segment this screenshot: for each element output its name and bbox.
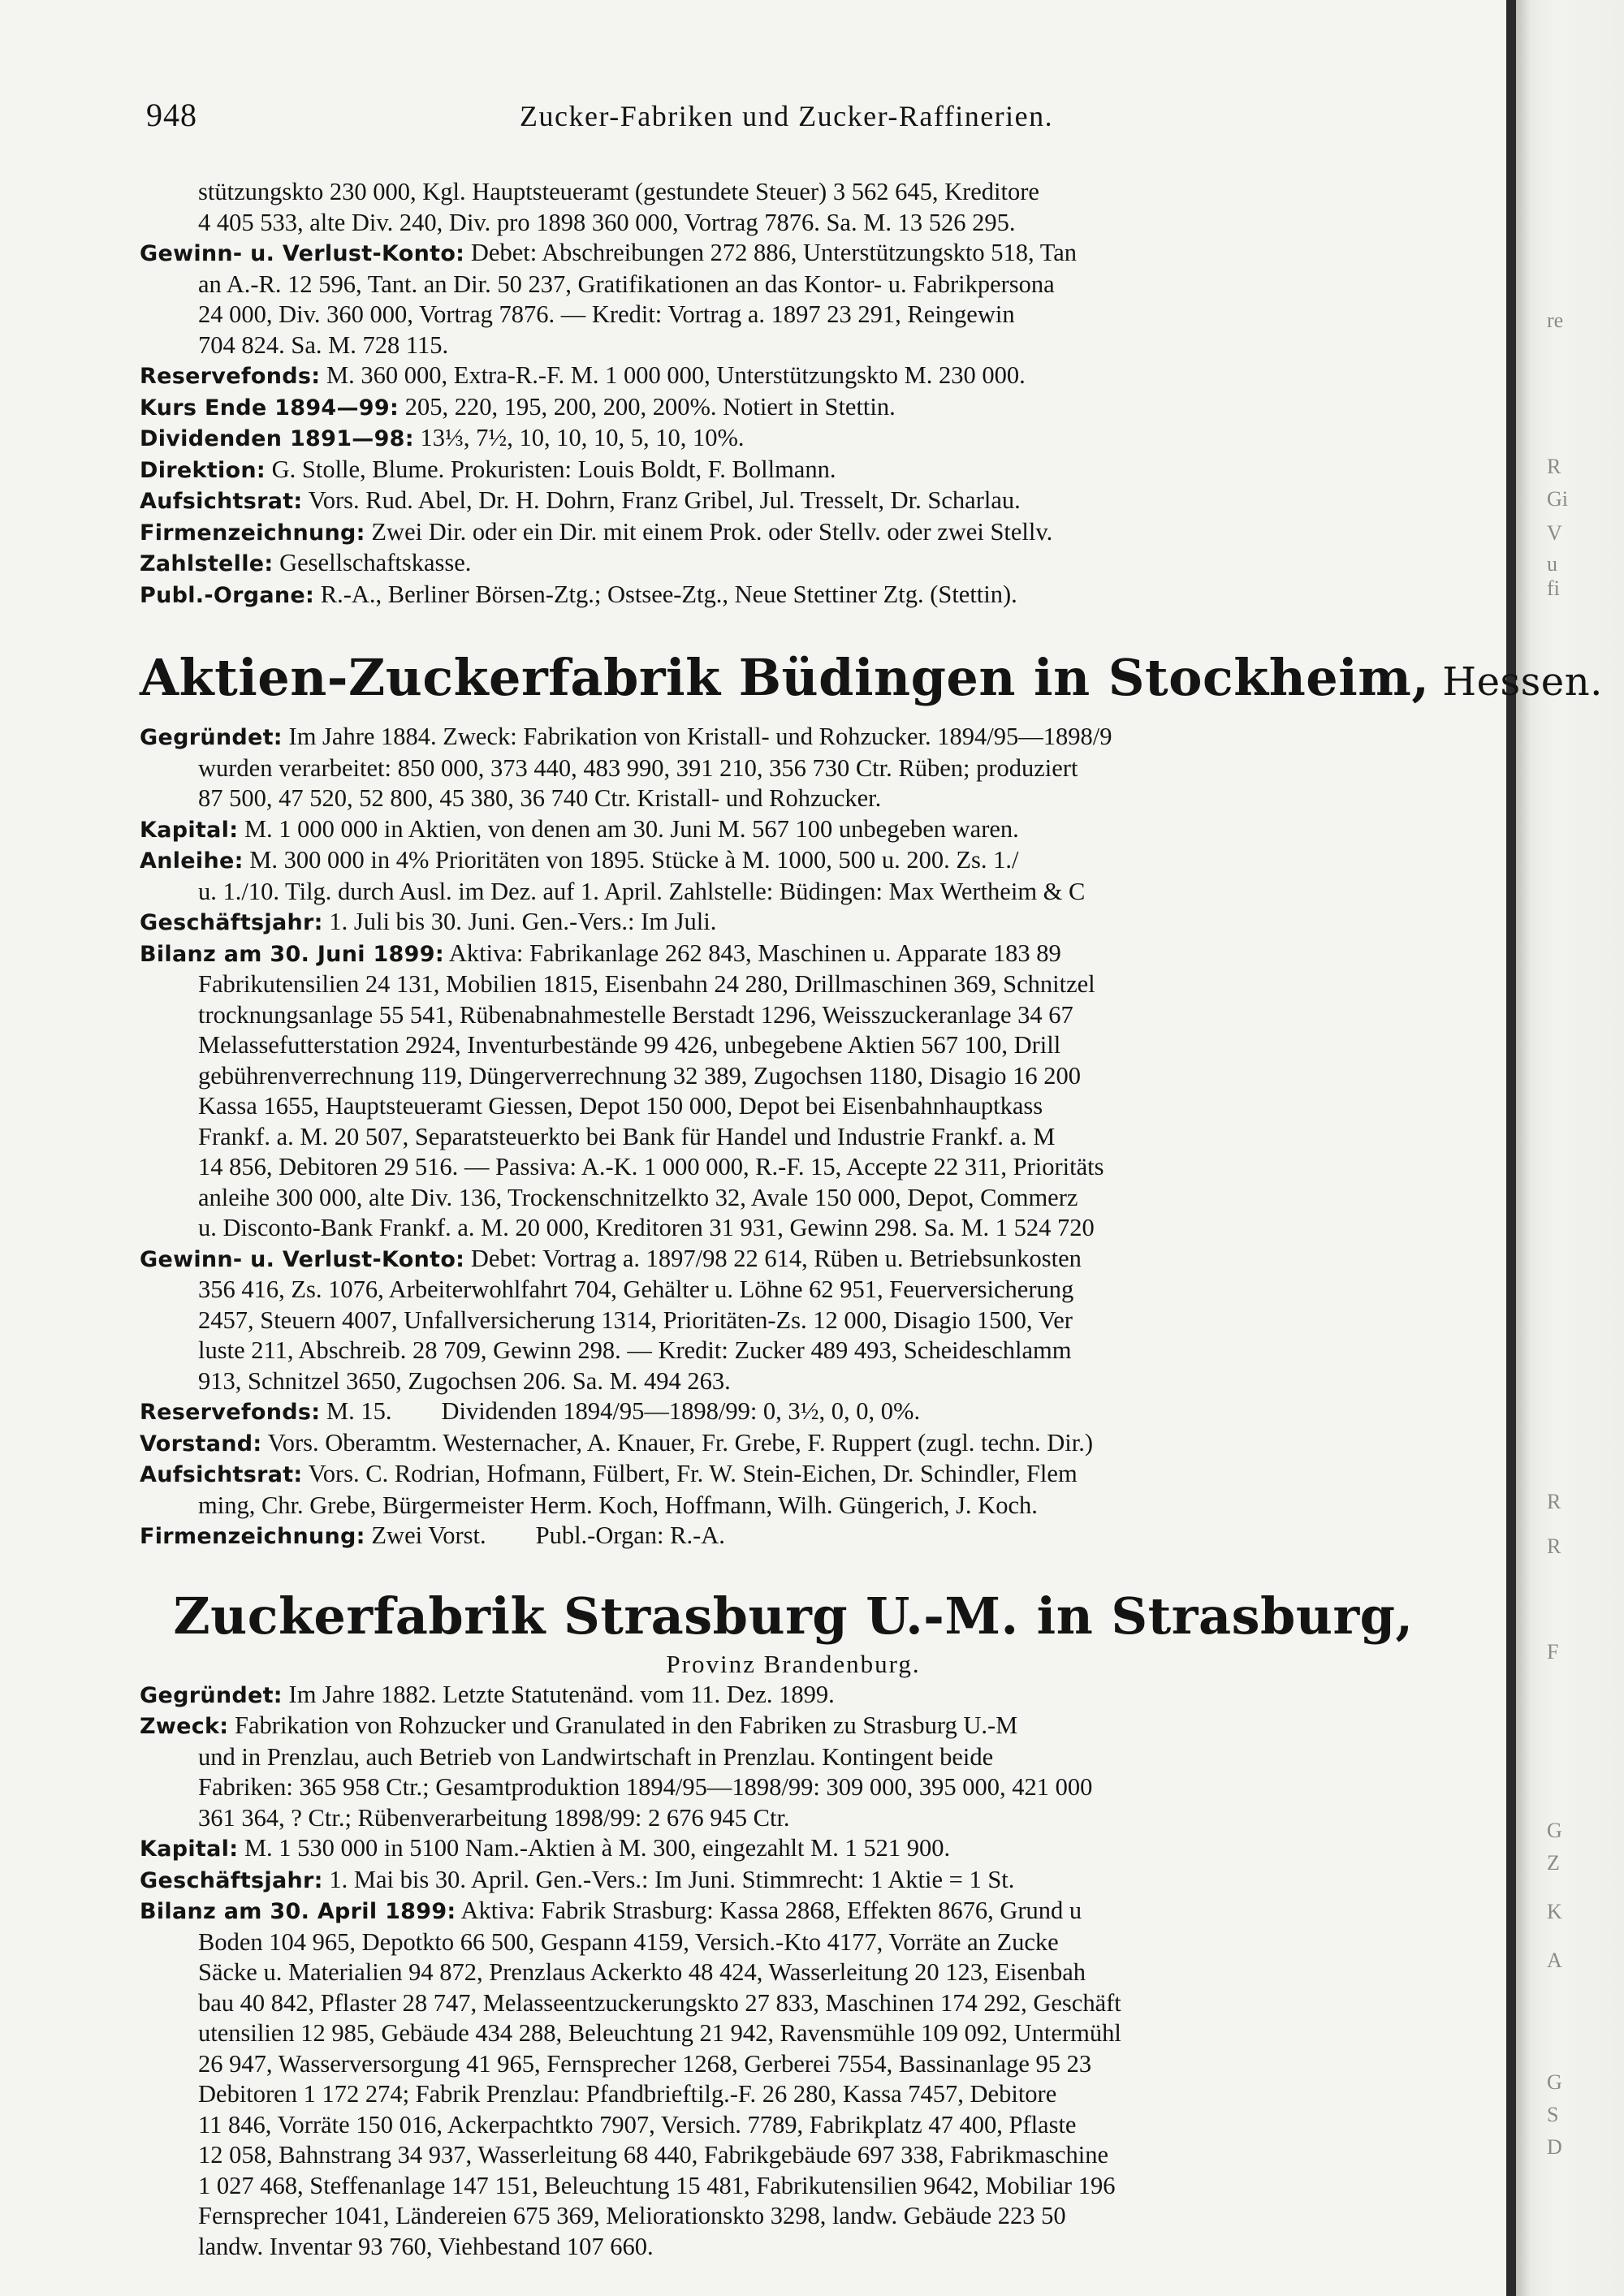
field-text: Frankf. a. M. 20 507, Separatsteuerkto bei Bank für Handel und Industrie Frankf. a. M	[198, 1122, 1056, 1150]
text-line	[140, 1988, 1447, 2019]
text-line	[140, 722, 1447, 753]
text-line	[140, 1896, 1447, 1927]
entry-title-text: Aktien-Zuckerfabrik Büdingen in Stockheim,	[140, 648, 1430, 707]
field-text: ming, Chr. Grebe, Bürgermeister Herm. Koch, Hoffmann, Wilh. Güngerich, J. Koch.	[198, 1491, 1038, 1519]
field-text: utensilien 12 985, Gebäude 434 288, Beleuchtung 21 942, Ravensmühle 109 092, Untermühl	[198, 2019, 1121, 2047]
margin-fragment: R	[1547, 1534, 1561, 1558]
field-text: Im Jahre 1884. Zweck: Fabrikation von Kristall- und Rohzucker. 1894/95—1898/9	[282, 723, 1112, 750]
field-text: Fabrikation von Rohzucker und Granulated in den Fabriken zu Strasburg U.-M	[228, 1711, 1018, 1739]
field-label: Publ.-Organe:	[140, 582, 315, 608]
entry-title-text: Zuckerfabrik Strasburg U.-M. in Strasburg,	[173, 1586, 1414, 1646]
field-label: Geschäftsjahr:	[140, 910, 323, 935]
text-line	[140, 2079, 1447, 2110]
field-text: Säcke u. Materialien 94 872, Prenzlaus Ackerkto 48 424, Wasserleitung 20 123, Eisenbah	[198, 1958, 1086, 1986]
page-content	[140, 177, 1603, 2262]
text-line	[140, 1396, 1447, 1428]
field-text: anleihe 300 000, alte Div. 136, Trockenschnitzelkto 32, Avale 150 000, Depot, Commerz	[198, 1183, 1078, 1211]
entry-subtitle-strasburg: Provinz Brandenburg.	[666, 1649, 921, 1678]
field-text: Vors. Rud. Abel, Dr. H. Dohrn, Franz Gribel, Jul. Tresselt, Dr. Scharlau.	[302, 486, 1021, 514]
field-text: Melassefutterstation 2924, Inventurbestände 99 426, unbegebene Aktien 567 100, Drill	[198, 1031, 1061, 1059]
text-line	[140, 845, 1447, 877]
field-text: luste 211, Abschreib. 28 709, Gewinn 298. — Kredit: Zucker 489 493, Scheideschlamm	[198, 1336, 1072, 1364]
text-line	[140, 753, 1447, 784]
text-line	[140, 580, 1447, 611]
text-line	[140, 2232, 1447, 2263]
text-line	[140, 1244, 1447, 1275]
margin-fragment: R	[1547, 1490, 1561, 1513]
field-text: Im Jahre 1882. Letzte Statutenänd. vom 11. Dez. 1899.	[282, 1680, 835, 1708]
margin-fragment: re	[1547, 309, 1564, 332]
field-text: 913, Schnitzel 3650, Zugochsen 206. Sa. M. 494 263.	[198, 1366, 731, 1395]
text-line	[140, 1865, 1447, 1897]
field-label: Gewinn- u. Verlust-Konto:	[140, 1246, 465, 1272]
text-line	[140, 177, 1447, 208]
margin-fragment: D	[1547, 2135, 1562, 2159]
field-text: Debitoren 1 172 274; Fabrik Prenzlau: Pfandbrieftilg.-F. 26 280, Kassa 7457, Debitore	[198, 2080, 1057, 2108]
text-line	[140, 1091, 1447, 1122]
text-line	[140, 1491, 1447, 1521]
field-text: Fabriken: 365 958 Ctr.; Gesamtproduktion 1894/95—1898/99: 309 000, 395 000, 421 000	[198, 1773, 1093, 1801]
field-text: landw. Inventar 93 760, Viehbestand 107 660.	[198, 2232, 654, 2260]
field-text: Aktiva: Fabrikanlage 262 843, Maschinen u. Apparate 183 89	[443, 939, 1061, 967]
field-text: 24 000, Div. 360 000, Vortrag 7876. — Kredit: Vortrag a. 1897 23 291, Reingewin	[198, 300, 1015, 328]
field-text: 87 500, 47 520, 52 800, 45 380, 36 740 Ctr. Kristall- und Rohzucker.	[198, 784, 882, 812]
field-label: Gegründet:	[140, 725, 283, 750]
field-text: Kassa 1655, Hauptsteueramt Giessen, Depot 150 000, Depot bei Eisenbahnhauptkass	[198, 1092, 1043, 1120]
field-text: Vors. Oberamtm. Westernacher, A. Knauer, Fr. Grebe, F. Ruppert (zugl. techn. Dir.)	[261, 1428, 1094, 1457]
field-text: 1 027 468, Steffenanlage 147 151, Beleuchtung 15 481, Fabrikutensilien 9642, Mobiliar 196	[198, 2171, 1116, 2199]
field-text: M. 1 000 000 in Aktien, von denen am 30. Juni M. 567 100 unbegeben waren.	[238, 814, 1019, 843]
text-line	[140, 1213, 1447, 1244]
field-label: Bilanz am 30. Juni 1899:	[140, 941, 444, 967]
field-text: an A.-R. 12 596, Tant. an Dir. 50 237, Gratifikationen an das Kontor- u. Fabrikpersona	[198, 270, 1055, 298]
text-line	[140, 1521, 1447, 1552]
field-label: Anleihe:	[140, 848, 244, 874]
field-text: u. 1./10. Tilg. durch Ausl. im Dez. auf 1. April. Zahlstelle: Büdingen: Max Wertheim & C	[198, 877, 1086, 905]
field-text: 704 824. Sa. M. 728 115.	[198, 330, 449, 359]
entry-title-buedingen	[140, 648, 1603, 707]
field-text: M. 1 530 000 in 5100 Nam.-Aktien à M. 300, eingezahlt M. 1 521 900.	[238, 1834, 951, 1862]
field-text: Gesellschaftskasse.	[273, 549, 472, 576]
field-text: G. Stolle, Blume. Prokuristen: Louis Boldt, F. Bollmann.	[265, 455, 836, 483]
text-line	[140, 548, 1447, 580]
field-label: Kapital:	[140, 817, 239, 843]
text-line	[140, 907, 1447, 939]
field-text: Vors. C. Rodrian, Hofmann, Fülbert, Fr. W. Stein-Eichen, Dr. Schindler, Flem	[302, 1460, 1078, 1487]
field-text: gebührenverrechnung 119, Düngerverrechnung 32 389, Zugochsen 1180, Disagio 16 200	[198, 1061, 1081, 1090]
binding-gutter	[1506, 0, 1624, 2296]
text-line	[140, 486, 1447, 517]
text-line	[140, 1927, 1447, 1958]
field-text: 1. Juli bis 30. Juni. Gen.-Vers.: Im Juli.	[322, 908, 717, 935]
text-line	[140, 1772, 1447, 1803]
field-text: 2457, Steuern 4007, Unfallversicherung 1314, Prioritäten-Zs. 12 000, Disagio 1500, Ver	[198, 1306, 1073, 1334]
text-line	[140, 1000, 1447, 1031]
field-label: Bilanz am 30. April 1899:	[140, 1899, 456, 1924]
text-line	[140, 517, 1447, 549]
field-text: Aktiva: Fabrik Strasburg: Kassa 2868, Effekten 8676, Grund u	[456, 1897, 1082, 1924]
field-label: Reservefonds:	[140, 1400, 321, 1425]
field-label: Aufsichtsrat:	[140, 1462, 303, 1487]
field-label: Kapital:	[140, 1836, 239, 1862]
text-line	[140, 2018, 1447, 2049]
text-line	[140, 1742, 1447, 1773]
margin-fragment: G	[1547, 2070, 1562, 2094]
field-label: Firmenzeichnung:	[140, 1524, 365, 1549]
margin-fragment: fi	[1547, 576, 1560, 600]
field-text: Debet: Abschreibungen 272 886, Unterstützungskto 518, Tan	[464, 239, 1078, 266]
field-text: Boden 104 965, Depotkto 66 500, Gespann 4159, Versich.-Kto 4177, Vorräte an Zucke	[198, 1927, 1059, 1956]
field-text: u. Disconto-Bank Frankf. a. M. 20 000, Kreditoren 31 931, Gewinn 298. Sa. M. 1 524 720	[198, 1214, 1095, 1241]
field-text: R.-A., Berliner Börsen-Ztg.; Ostsee-Ztg., Neue Stettiner Ztg. (Stettin).	[314, 580, 1017, 608]
text-line	[140, 1680, 1447, 1711]
text-line	[140, 1183, 1447, 1214]
margin-fragment: Z	[1547, 1851, 1560, 1875]
field-text: 1. Mai bis 30. April. Gen.-Vers.: Im Juni. Stimmrecht: 1 Aktie = 1 St.	[322, 1865, 1015, 1893]
text-line	[140, 1711, 1447, 1742]
field-text: trocknungsanlage 55 541, Rübenabnahmestelle Berstadt 1296, Weisszuckeranlage 34 67	[198, 1000, 1073, 1029]
entry-body-buedingen	[140, 722, 1447, 1552]
field-label: Gegründet:	[140, 1682, 283, 1708]
text-line	[140, 783, 1447, 814]
field-text: 14 856, Debitoren 29 516. — Passiva: A.-K. 1 000 000, R.-F. 15, Accepte 22 311, Prioritäts	[198, 1153, 1104, 1180]
margin-fragment: S	[1547, 2103, 1559, 2126]
entry-body-strasburg	[140, 1680, 1447, 2263]
text-line	[140, 330, 1447, 361]
text-line	[140, 814, 1447, 846]
field-text: M. 360 000, Extra-R.-F. M. 1 000 000, Unterstützungskto M. 230 000.	[320, 361, 1026, 389]
text-line	[140, 1061, 1447, 1092]
margin-fragment: V	[1547, 521, 1562, 545]
text-line	[140, 1030, 1447, 1061]
margin-fragment: u	[1547, 552, 1557, 576]
field-text: 4 405 533, alte Div. 240, Div. pro 1898 360 000, Vortrag 7876. Sa. M. 13 526 295.	[198, 208, 1016, 236]
text-line	[140, 1428, 1447, 1460]
field-label: Dividenden 1891—98:	[140, 426, 414, 451]
text-line	[140, 1122, 1447, 1153]
page-header	[146, 96, 1462, 145]
text-line	[140, 423, 1447, 455]
text-line	[140, 2201, 1447, 2232]
text-line	[140, 2110, 1447, 2141]
text-line	[140, 1275, 1447, 1306]
text-line	[140, 238, 1447, 270]
field-text: stützungskto 230 000, Kgl. Hauptsteueramt (gestundete Steuer) 3 562 645, Kreditore	[198, 178, 1039, 205]
text-line	[140, 455, 1447, 486]
text-line	[140, 1306, 1447, 1336]
text-line	[140, 2171, 1447, 2202]
margin-fragment: G	[1547, 1819, 1562, 1842]
field-label: Kurs Ende 1894—99:	[140, 395, 400, 421]
text-line	[140, 1336, 1447, 1366]
field-label: Firmenzeichnung:	[140, 520, 365, 546]
text-line	[140, 1366, 1447, 1397]
text-line	[140, 270, 1447, 300]
field-text: 13⅓, 7½, 10, 10, 10, 5, 10, 10%.	[413, 424, 745, 451]
margin-fragment: K	[1547, 1900, 1562, 1923]
field-text: M. 15. Dividenden 1894/95—1898/99: 0, 3½, 0, 0, 0%.	[320, 1397, 921, 1425]
running-title: Zucker-Fabriken und Zucker-Raffinerien.	[520, 100, 1054, 132]
text-line	[140, 1957, 1447, 1988]
field-label: Geschäftsjahr:	[140, 1867, 323, 1893]
field-text: Debet: Vortrag a. 1897/98 22 614, Rüben u. Betriebsunkosten	[464, 1244, 1082, 1272]
text-line	[140, 208, 1447, 239]
text-line	[140, 300, 1447, 330]
field-text: 12 058, Bahnstrang 34 937, Wasserleitung 68 440, Fabrikgebäude 697 338, Fabrikmaschine	[198, 2141, 1109, 2169]
entry-title-strasburg	[140, 1586, 1447, 1646]
margin-fragment: A	[1547, 1949, 1562, 1972]
text-line	[140, 1833, 1447, 1865]
margin-fragment: Gi	[1547, 487, 1568, 511]
field-label: Gewinn- u. Verlust-Konto:	[140, 241, 465, 266]
text-line	[140, 360, 1447, 392]
field-label: Reservefonds:	[140, 364, 321, 389]
text-line	[140, 1803, 1447, 1834]
field-text: 26 947, Wasserversorgung 41 965, Fernsprecher 1268, Gerberei 7554, Bassinanlage 95 23	[198, 2049, 1092, 2078]
field-text: M. 300 000 in 4% Prioritäten von 1895. Stücke à M. 1000, 500 u. 200. Zs. 1./	[243, 846, 1019, 874]
text-line	[140, 939, 1447, 970]
margin-fragment: F	[1547, 1640, 1559, 1664]
text-line	[140, 1152, 1447, 1183]
text-line	[140, 2049, 1447, 2080]
field-text: Fabrikutensilien 24 131, Mobilien 1815, Eisenbahn 24 280, Drillmaschinen 369, Schnitzel	[198, 970, 1095, 998]
page-number: 948	[146, 97, 197, 133]
text-line	[140, 877, 1447, 908]
entry-title-region: Hessen.	[1429, 659, 1603, 705]
text-line	[140, 2140, 1447, 2171]
text-line	[140, 969, 1447, 1000]
field-text: 11 846, Vorräte 150 016, Ackerpachtkto 7907, Versich. 7789, Fabrikplatz 47 400, Pflaste	[198, 2110, 1077, 2138]
field-text: 356 416, Zs. 1076, Arbeiterwohlfahrt 704, Gehälter u. Löhne 62 951, Feuerversicherung	[198, 1275, 1074, 1303]
field-label: Zweck:	[140, 1714, 229, 1739]
field-text: wurden verarbeitet: 850 000, 373 440, 483 990, 391 210, 356 730 Ctr. Rüben; produziert	[198, 753, 1078, 782]
text-line	[140, 392, 1447, 424]
field-text: und in Prenzlau, auch Betrieb von Landwirtschaft in Prenzlau. Kontingent beide	[198, 1742, 994, 1771]
field-text: 361 364, ? Ctr.; Rübenverarbeitung 1898/99: 2 676 945 Ctr.	[198, 1803, 790, 1832]
field-label: Vorstand:	[140, 1431, 262, 1457]
field-label: Direktion:	[140, 457, 266, 483]
field-label: Aufsichtsrat:	[140, 489, 303, 514]
margin-fragment: R	[1547, 455, 1561, 478]
text-line	[140, 1459, 1447, 1491]
field-label: Zahlstelle:	[140, 551, 274, 576]
field-text: Fernsprecher 1041, Ländereien 675 369, Meliorationskto 3298, landw. Gebäude 223 50	[198, 2202, 1066, 2229]
field-text: Zwei Dir. oder ein Dir. mit einem Prok. oder Stellv. oder zwei Stellv.	[365, 517, 1053, 546]
field-text: Zwei Vorst. Publ.-Organ: R.-A.	[365, 1521, 725, 1549]
field-text: 205, 220, 195, 200, 200, 200%. Notiert in Stettin.	[399, 392, 896, 421]
field-text: bau 40 842, Pflaster 28 747, Melasseentzuckerungskto 27 833, Maschinen 174 292, Geschäft	[198, 1988, 1121, 2017]
page-edge-shadow	[1506, 0, 1516, 2296]
section-continued-entry	[140, 177, 1447, 611]
